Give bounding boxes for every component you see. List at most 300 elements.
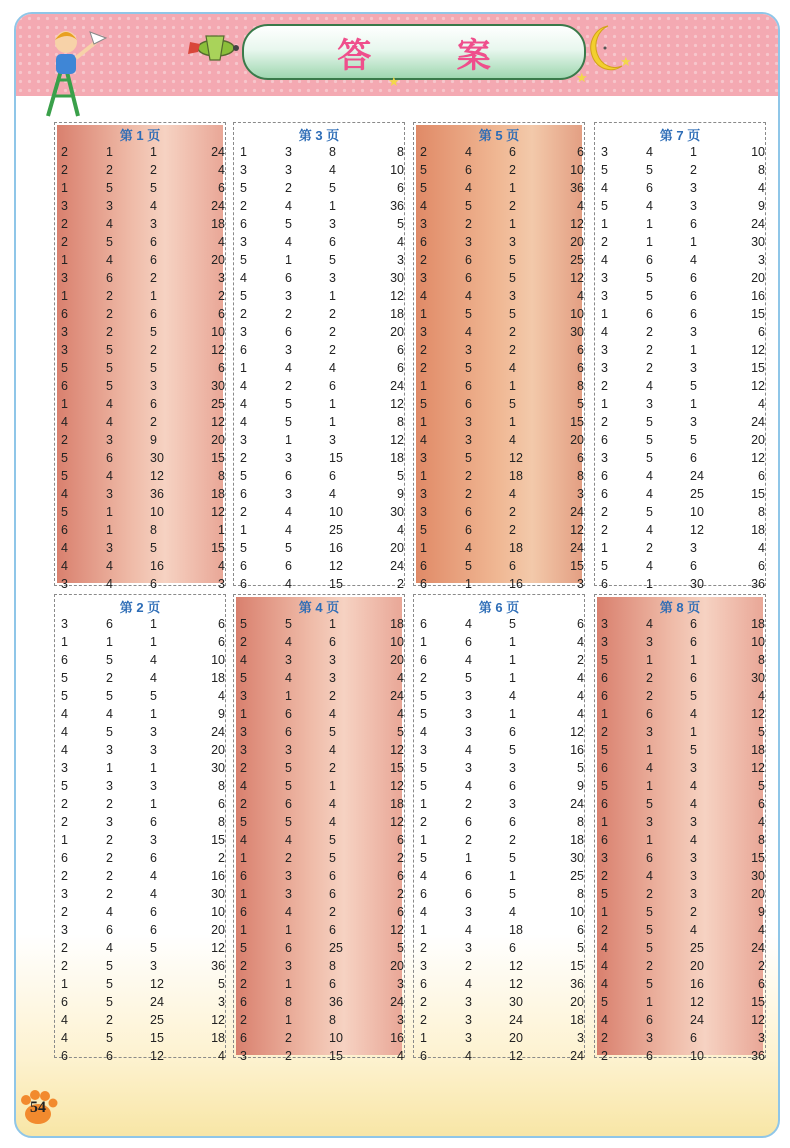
answer-row: [61, 143, 225, 161]
answer-cell: 6: [285, 559, 292, 573]
answer-cell: 5: [106, 181, 113, 195]
answer-row: [601, 305, 765, 323]
answer-cell: 6: [465, 379, 472, 393]
answer-cell: 1: [240, 707, 247, 721]
answer-cell: 5: [218, 977, 225, 991]
answer-cell: 2: [509, 833, 516, 847]
answer-rows: [601, 615, 765, 1065]
answer-cell: 6: [285, 271, 292, 285]
answer-cell: 5: [509, 253, 516, 267]
answer-cell: 4: [150, 869, 157, 883]
answer-row: [61, 305, 225, 323]
answer-cell: 6: [397, 343, 404, 357]
answer-cell: 4: [218, 163, 225, 177]
answer-cell: 12: [150, 469, 164, 483]
answer-cell: 2: [509, 343, 516, 357]
answer-cell: 9: [397, 487, 404, 501]
answer-row: [420, 485, 584, 503]
answer-cell: 6: [106, 271, 113, 285]
answer-cell: 3: [285, 343, 292, 357]
answer-row: [61, 179, 225, 197]
answer-row: [240, 885, 404, 903]
answer-row: [240, 705, 404, 723]
answer-row: [61, 1029, 225, 1047]
answer-row: [240, 723, 404, 741]
answer-cell: 1: [601, 905, 608, 919]
answer-cell: 3: [329, 271, 336, 285]
answer-cell: 2: [106, 833, 113, 847]
answer-cell: 3: [646, 725, 653, 739]
answer-cell: 3: [61, 577, 68, 591]
answer-cell: 5: [601, 779, 608, 793]
answer-cell: 3: [690, 851, 697, 865]
answer-cell: 1: [106, 635, 113, 649]
answer-cell: 36: [570, 977, 584, 991]
answer-row: [601, 341, 765, 359]
answer-cell: 6: [601, 797, 608, 811]
answer-cell: 4: [465, 145, 472, 159]
answer-cell: 3: [509, 289, 516, 303]
answer-row: [420, 903, 584, 921]
answer-cell: 6: [758, 977, 765, 991]
answer-row: [420, 143, 584, 161]
answer-cell: 3: [465, 941, 472, 955]
answer-row: [61, 939, 225, 957]
answer-row: [420, 885, 584, 903]
answer-cell: 3: [601, 271, 608, 285]
answer-cell: 3: [329, 671, 336, 685]
answer-cell: 3: [150, 959, 157, 973]
answer-cell: 6: [329, 869, 336, 883]
answer-cell: 24: [751, 217, 765, 231]
answer-cell: 6: [106, 923, 113, 937]
answer-row: [61, 395, 225, 413]
answer-cell: 2: [601, 415, 608, 429]
answer-cell: 5: [240, 671, 247, 685]
answer-cell: 5: [150, 361, 157, 375]
answer-cell: 1: [285, 689, 292, 703]
answer-cell: 2: [106, 307, 113, 321]
answer-cell: 1: [61, 289, 68, 303]
answer-cell: 2: [240, 635, 247, 649]
answer-cell: 1: [646, 995, 653, 1009]
answer-cell: 3: [646, 815, 653, 829]
answer-row: [240, 867, 404, 885]
answer-cell: 1: [285, 433, 292, 447]
answer-cell: 5: [577, 761, 584, 775]
answer-cell: 5: [106, 959, 113, 973]
answer-cell: 5: [106, 1031, 113, 1045]
answer-row: [420, 251, 584, 269]
answer-cell: 6: [465, 397, 472, 411]
answer-cell: 2: [420, 941, 427, 955]
answer-cell: 12: [570, 725, 584, 739]
answer-cell: 30: [211, 379, 225, 393]
answer-cell: 24: [390, 379, 404, 393]
answer-cell: 20: [211, 743, 225, 757]
answer-cell: 5: [397, 725, 404, 739]
answer-cell: 10: [211, 653, 225, 667]
answer-cell: 8: [758, 653, 765, 667]
answer-cell: 6: [329, 923, 336, 937]
answer-row: [61, 503, 225, 521]
answer-cell: 18: [211, 671, 225, 685]
answer-panel-page-5: [413, 122, 585, 591]
answer-cell: 1: [61, 977, 68, 991]
answer-cell: 30: [751, 869, 765, 883]
answer-cell: 4: [646, 559, 653, 573]
answer-cell: 12: [211, 1013, 225, 1027]
answer-row: [61, 1011, 225, 1029]
answer-cell: 6: [601, 689, 608, 703]
answer-cell: 1: [218, 523, 225, 537]
answer-cell: 4: [61, 707, 68, 721]
answer-cell: 1: [240, 851, 247, 865]
answer-cell: 36: [329, 995, 343, 1009]
answer-cell: 18: [751, 743, 765, 757]
answer-cell: 6: [61, 379, 68, 393]
answer-cell: 6: [509, 941, 516, 955]
answer-cell: 4: [397, 235, 404, 249]
answer-cell: 6: [420, 559, 427, 573]
answer-cell: 36: [211, 959, 225, 973]
answer-cell: 6: [240, 487, 247, 501]
answer-cell: 5: [420, 523, 427, 537]
answer-cell: 25: [690, 487, 704, 501]
answer-cell: 2: [601, 923, 608, 937]
answer-cell: 4: [106, 559, 113, 573]
answer-cell: 4: [577, 199, 584, 213]
answer-cell: 2: [106, 163, 113, 177]
answer-cell: 18: [390, 451, 404, 465]
answer-cell: 10: [751, 145, 765, 159]
answer-cell: 15: [211, 451, 225, 465]
answer-cell: 4: [61, 725, 68, 739]
answer-cell: 3: [397, 253, 404, 267]
answer-cell: 15: [211, 541, 225, 555]
answer-cell: 3: [758, 1031, 765, 1045]
answer-cell: 3: [758, 253, 765, 267]
answer-row: [240, 197, 404, 215]
answer-cell: 30: [211, 887, 225, 901]
answer-cell: 15: [211, 833, 225, 847]
answer-cell: 5: [150, 181, 157, 195]
answer-row: [601, 1029, 765, 1047]
answer-cell: 3: [218, 577, 225, 591]
answer-cell: 12: [150, 1049, 164, 1063]
answer-cell: 1: [61, 253, 68, 267]
answer-cell: 24: [150, 995, 164, 1009]
answer-row: [240, 395, 404, 413]
answer-cell: 15: [329, 577, 343, 591]
answer-cell: 15: [150, 1031, 164, 1045]
answer-row: [61, 341, 225, 359]
answer-row: [420, 359, 584, 377]
answer-cell: 20: [570, 235, 584, 249]
answer-cell: 20: [211, 433, 225, 447]
answer-cell: 6: [465, 271, 472, 285]
answer-cell: 4: [218, 559, 225, 573]
answer-row: [240, 161, 404, 179]
answer-cell: 6: [690, 617, 697, 631]
answer-cell: 12: [211, 505, 225, 519]
answer-cell: 6: [240, 217, 247, 231]
answer-row: [61, 377, 225, 395]
answer-row: [601, 1047, 765, 1065]
answer-cell: 6: [758, 797, 765, 811]
answer-cell: 6: [285, 797, 292, 811]
answer-cell: 6: [420, 977, 427, 991]
answer-cell: 2: [509, 505, 516, 519]
answer-cell: 3: [690, 415, 697, 429]
answer-cell: 6: [758, 559, 765, 573]
answer-cell: 3: [106, 779, 113, 793]
answer-cell: 6: [218, 635, 225, 649]
answer-cell: 10: [690, 1049, 704, 1063]
answer-cell: 4: [509, 905, 516, 919]
answer-cell: 4: [601, 181, 608, 195]
answer-rows: [61, 615, 225, 1065]
answer-cell: 2: [61, 235, 68, 249]
answer-cell: 4: [577, 689, 584, 703]
answer-cell: 18: [390, 617, 404, 631]
answer-cell: 3: [397, 977, 404, 991]
answer-cell: 1: [106, 761, 113, 775]
answer-cell: 6: [465, 505, 472, 519]
answer-cell: 12: [211, 343, 225, 357]
answer-cell: 5: [329, 833, 336, 847]
answer-row: [61, 161, 225, 179]
answer-cell: 6: [690, 307, 697, 321]
answer-cell: 8: [577, 379, 584, 393]
answer-row: [601, 197, 765, 215]
answer-cell: 3: [150, 833, 157, 847]
answer-cell: 1: [420, 923, 427, 937]
answer-cell: 30: [509, 995, 523, 1009]
answer-cell: 3: [61, 343, 68, 357]
answer-cell: 1: [420, 415, 427, 429]
answer-row: [601, 431, 765, 449]
answer-cell: 30: [390, 505, 404, 519]
answer-row: [420, 651, 584, 669]
answer-cell: 20: [751, 271, 765, 285]
answer-cell: 6: [240, 577, 247, 591]
answer-cell: 2: [61, 869, 68, 883]
answer-row: [420, 269, 584, 287]
answer-row: [420, 795, 584, 813]
answer-row: [420, 1011, 584, 1029]
answer-cell: 2: [240, 959, 247, 973]
answer-cell: 6: [61, 307, 68, 321]
answer-cell: 18: [751, 617, 765, 631]
answer-cell: 12: [690, 995, 704, 1009]
answer-cell: 6: [577, 145, 584, 159]
answer-row: [601, 903, 765, 921]
answer-cell: 3: [577, 1031, 584, 1045]
panel-title: 第 6 页: [478, 600, 520, 615]
answer-cell: 5: [329, 851, 336, 865]
answer-cell: 5: [285, 779, 292, 793]
answer-cell: 6: [150, 307, 157, 321]
answer-cell: 4: [646, 469, 653, 483]
answer-cell: 4: [397, 1049, 404, 1063]
answer-cell: 3: [61, 271, 68, 285]
answer-row: [420, 633, 584, 651]
answer-cell: 6: [329, 977, 336, 991]
answer-cell: 2: [420, 671, 427, 685]
answer-row: [601, 359, 765, 377]
answer-cell: 6: [690, 451, 697, 465]
answer-cell: 4: [509, 433, 516, 447]
answer-cell: 4: [690, 797, 697, 811]
answer-cell: 6: [61, 1049, 68, 1063]
answer-cell: 3: [240, 325, 247, 339]
answer-cell: 6: [150, 397, 157, 411]
answer-cell: 5: [601, 743, 608, 757]
answer-cell: 2: [285, 1049, 292, 1063]
answer-cell: 2: [465, 959, 472, 973]
answer-row: [420, 1029, 584, 1047]
answer-cell: 5: [646, 415, 653, 429]
answer-row: [601, 867, 765, 885]
page-number-badge: [18, 1088, 58, 1128]
answer-row: [420, 831, 584, 849]
answer-row: [61, 413, 225, 431]
answer-cell: 6: [577, 343, 584, 357]
answer-cell: 5: [646, 271, 653, 285]
answer-cell: 1: [61, 833, 68, 847]
answer-row: [420, 921, 584, 939]
answer-cell: 1: [646, 833, 653, 847]
answer-cell: 1: [61, 181, 68, 195]
answer-cell: 1: [646, 653, 653, 667]
answer-cell: 6: [397, 361, 404, 375]
answer-cell: 20: [390, 325, 404, 339]
answer-cell: 3: [240, 743, 247, 757]
answer-row: [61, 539, 225, 557]
answer-cell: 4: [285, 361, 292, 375]
answer-cell: 6: [465, 887, 472, 901]
star-icon: ★: [576, 70, 588, 85]
answer-cell: 4: [240, 779, 247, 793]
answer-cell: 6: [420, 617, 427, 631]
answer-cell: 1: [420, 541, 427, 555]
answer-cell: 2: [646, 361, 653, 375]
answer-cell: 12: [751, 707, 765, 721]
answer-row: [420, 233, 584, 251]
answer-cell: 5: [690, 743, 697, 757]
answer-cell: 20: [211, 923, 225, 937]
answer-row: [240, 957, 404, 975]
answer-cell: 2: [61, 959, 68, 973]
answer-cell: 5: [646, 797, 653, 811]
answer-row: [240, 467, 404, 485]
answer-row: [61, 831, 225, 849]
answer-cell: 2: [397, 577, 404, 591]
answer-cell: 6: [397, 869, 404, 883]
answer-row: [240, 813, 404, 831]
answer-cell: 4: [61, 743, 68, 757]
answer-row: [420, 215, 584, 233]
answer-cell: 1: [509, 635, 516, 649]
answer-panel-page-8: [594, 594, 766, 1063]
answer-cell: 2: [420, 145, 427, 159]
answer-panel-page-6: [413, 594, 585, 1063]
answer-cell: 4: [106, 707, 113, 721]
answer-cell: 8: [329, 1013, 336, 1027]
answer-cell: 4: [150, 653, 157, 667]
answer-row: [240, 903, 404, 921]
answer-cell: 5: [601, 163, 608, 177]
answer-cell: 4: [106, 397, 113, 411]
answer-cell: 3: [150, 379, 157, 393]
answer-cell: 6: [690, 271, 697, 285]
answer-cell: 20: [390, 653, 404, 667]
answer-cell: 3: [601, 451, 608, 465]
answer-cell: 6: [577, 451, 584, 465]
answer-cell: 4: [420, 725, 427, 739]
answer-row: [61, 1047, 225, 1065]
answer-cell: 4: [106, 469, 113, 483]
answer-cell: 20: [211, 253, 225, 267]
answer-cell: 5: [509, 851, 516, 865]
answer-cell: 16: [390, 1031, 404, 1045]
answer-row: [420, 939, 584, 957]
answer-cell: 6: [690, 289, 697, 303]
answer-cell: 6: [61, 995, 68, 1009]
answer-cell: 24: [509, 1013, 523, 1027]
answer-cell: 2: [465, 217, 472, 231]
answer-cell: 25: [690, 941, 704, 955]
answer-cell: 12: [509, 977, 523, 991]
answer-row: [420, 957, 584, 975]
answer-cell: 5: [601, 995, 608, 1009]
answer-cell: 1: [329, 415, 336, 429]
answer-cell: 1: [285, 1013, 292, 1027]
answer-cell: 6: [690, 635, 697, 649]
answer-cell: 3: [690, 761, 697, 775]
answer-cell: 4: [601, 959, 608, 973]
answer-cell: 4: [285, 833, 292, 847]
answer-cell: 10: [570, 905, 584, 919]
answer-cell: 2: [285, 181, 292, 195]
answer-cell: 2: [285, 379, 292, 393]
answer-cell: 3: [285, 451, 292, 465]
answer-cell: 9: [758, 905, 765, 919]
answer-cell: 3: [601, 343, 608, 357]
answer-cell: 4: [646, 199, 653, 213]
panel-title: 第 8 页: [659, 600, 701, 615]
answer-row: [601, 633, 765, 651]
answer-cell: 3: [329, 433, 336, 447]
answer-cell: 6: [646, 1013, 653, 1027]
answer-cell: 20: [390, 959, 404, 973]
answer-cell: 10: [390, 163, 404, 177]
answer-cell: 12: [390, 779, 404, 793]
boy-on-ladder-illustration: [38, 20, 108, 120]
answer-cell: 5: [646, 451, 653, 465]
answer-cell: 4: [577, 707, 584, 721]
answer-cell: 4: [509, 361, 516, 375]
answer-cell: 6: [240, 559, 247, 573]
answer-row: [61, 957, 225, 975]
answer-cell: 30: [690, 577, 704, 591]
answer-cell: 15: [570, 959, 584, 973]
answer-cell: 2: [601, 869, 608, 883]
answer-cell: 15: [751, 487, 765, 501]
answer-cell: 3: [285, 145, 292, 159]
answer-cell: 1: [106, 145, 113, 159]
